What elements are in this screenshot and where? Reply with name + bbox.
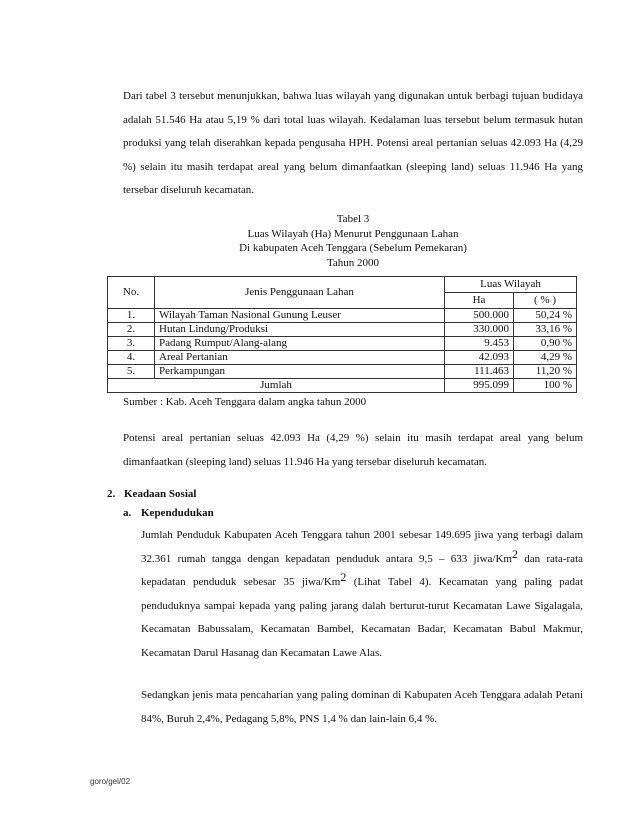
header-pct: ( % ) xyxy=(514,293,577,309)
subsection-title: Kependudukan xyxy=(141,507,214,519)
table-row xyxy=(108,309,577,323)
table-source: Sumber : Kab. Aceh Tenggara dalam angka tahun 2000 xyxy=(123,396,367,408)
cell-total-ha: 995.099 xyxy=(445,379,514,393)
header-jenis: Jenis Penggunaan Lahan xyxy=(155,277,445,309)
cell-jenis: Areal Pertanian xyxy=(155,351,445,365)
table-row xyxy=(108,337,577,351)
population-text-1: Jumlah Penduduk Kabupaten Aceh Tenggara tahun 2001 sebesar 149.695 jiwa yang terbagi dalam 32.361 rumah tangga dengan kepadatan penduduk antara 9,5 – 633 jiwa/Km xyxy=(141,529,583,565)
paragraph-land-use-summary: Dari tabel 3 tersebut menunjukkan, bahwa luas wilayah yang digunakan untuk berbagi tujuan budidaya adalah 51.546 Ha atau 5,19 % dari total luas wilayah. Kedalaman luas tersebut belum termasuk hutan produksi yang telah diserahkan kepada pengusaha HPH. Potensi areal pertanian seluas 42.093 Ha (4,29 %) selain itu masih terdapat areal yang belum dimanfaatkan (sleeping land) seluas 11.946 Ha yang tersebar diseluruh kecamatan. xyxy=(123,90,583,196)
table-caption-location: Di kabupaten Aceh Tenggara (Sebelum Pemekaran) xyxy=(239,242,467,254)
table-caption-title: Luas Wilayah (Ha) Menurut Penggunaan Lahan xyxy=(247,227,459,240)
paragraph-occupation: Sedangkan jenis mata pencaharian yang paling dominan di Kabupaten Aceh Tenggara adalah Petani 84%, Buruh 2,4%, Pedagang 5,8%, PNS 1,4 % dan lain-lain 6,4 %. xyxy=(141,689,583,725)
cell-no: 2. xyxy=(108,323,155,337)
table-row xyxy=(108,365,577,379)
cell-pct: 11,20 % xyxy=(514,365,577,379)
population-text-3: (Lihat Tabel 4). Kecamatan yang paling padat penduduknya sampai kepada yang paling jarang dalah berturut-turut Kecamatan Lawe Sigalagala, Kecamatan Babussalam, Kecamatan Bambel, Kecamatan Badar, Kecamatan Babul Makmur, Kecamatan Darul Hasanag dan Kecamatan Lawe Alas. xyxy=(141,576,583,659)
cell-no: 4. xyxy=(108,351,155,365)
header-no: No. xyxy=(108,277,155,309)
cell-jenis: Padang Rumput/Alang-alang xyxy=(155,337,445,351)
cell-no: 5. xyxy=(108,365,155,379)
cell-ha: 111.463 xyxy=(445,365,514,379)
cell-total-pct: 100 % xyxy=(514,379,577,393)
paragraph-population xyxy=(141,524,583,665)
table-total-row xyxy=(108,379,577,393)
cell-pct: 33,16 % xyxy=(514,323,577,337)
cell-jenis: Wilayah Taman Nasional Gunung Leuser xyxy=(155,309,445,323)
cell-no: 3. xyxy=(108,337,155,351)
table-caption xyxy=(123,212,583,270)
cell-pct: 0,90 % xyxy=(514,337,577,351)
header-luas-wilayah: Luas Wilayah xyxy=(445,277,577,293)
cell-no: 1. xyxy=(108,309,155,323)
table-caption-year: Tahun 2000 xyxy=(326,256,380,269)
table-caption-number: Tabel 3 xyxy=(336,213,370,225)
section-number: 2. xyxy=(107,488,116,500)
cell-pct: 50,24 % xyxy=(514,309,577,323)
header-ha: Ha xyxy=(445,293,514,309)
subsection-number: a. xyxy=(123,507,132,519)
cell-jenis: Hutan Lindung/Produksi xyxy=(155,323,445,337)
cell-ha: 500.000 xyxy=(445,309,514,323)
section-heading xyxy=(107,488,196,500)
cell-ha: 9.453 xyxy=(445,337,514,351)
land-use-table xyxy=(107,276,577,393)
paragraph-agricultural-potential: Potensi areal pertanian seluas 42.093 Ha (4,29 %) selain itu masih terdapat areal yang belum dimanfaatkan (sleeping land) seluas 11.946 Ha yang tersebar diseluruh kecamatan. xyxy=(123,432,583,468)
cell-ha: 42.093 xyxy=(445,351,514,365)
superscript-2: 2 xyxy=(340,570,347,584)
cell-total-label: Jumlah xyxy=(108,379,445,393)
table-row xyxy=(108,323,577,337)
superscript-2: 2 xyxy=(512,546,518,561)
cell-jenis: Perkampungan xyxy=(155,365,445,379)
subsection-heading xyxy=(123,507,214,519)
table-row xyxy=(108,351,577,365)
population-text-2: dan rata-rata kepadatan penduduk sebesar 35 jiwa/Km xyxy=(141,552,584,588)
section-title: Keadaan Sosial xyxy=(124,488,197,500)
cell-ha: 330.000 xyxy=(445,323,514,337)
cell-pct: 4,29 % xyxy=(514,351,577,365)
page-footer: goro/gel/02 xyxy=(90,777,131,786)
